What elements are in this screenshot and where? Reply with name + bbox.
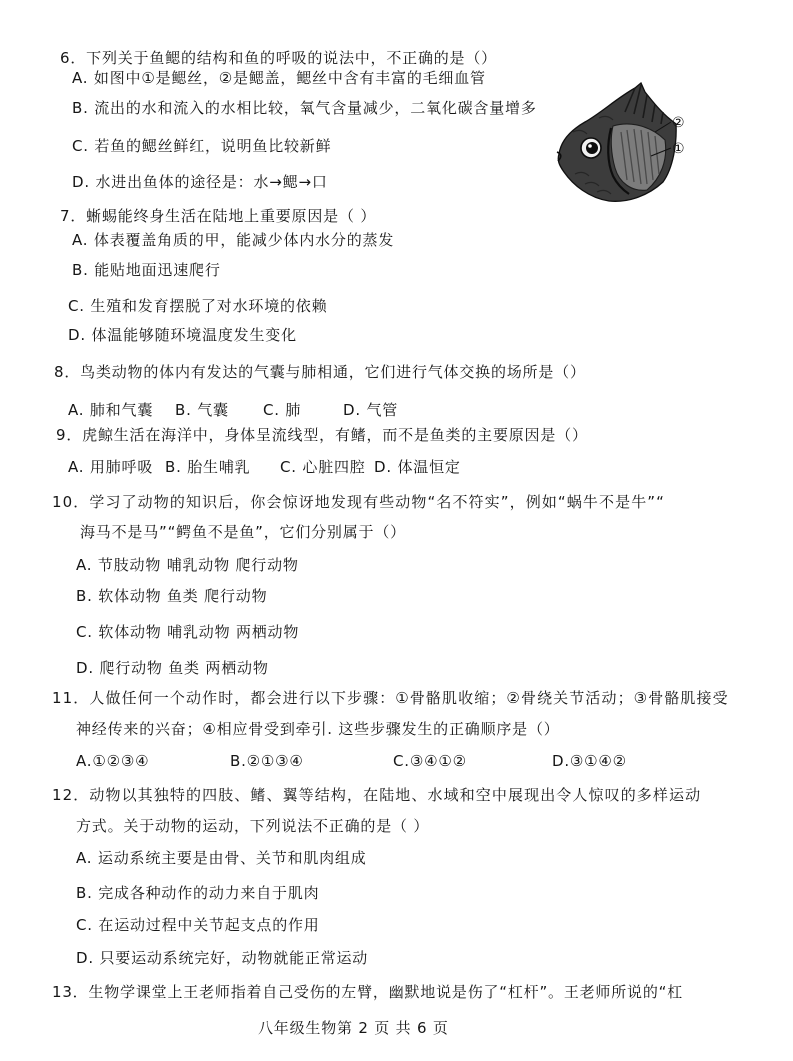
question-7-option-d: D. 体温能够随环境温度发生变化	[68, 326, 297, 344]
question-13-stem: 13．生物学课堂上王老师指着自己受伤的左臂，幽默地说是伤了“杠杆”。王老师所说的“杠	[52, 983, 684, 1001]
label-1: ①	[672, 141, 685, 157]
question-11-option-d: D.③①④②	[552, 752, 627, 770]
question-11-option-b: B.②①③④	[230, 752, 304, 770]
question-6-option-c: C. 若鱼的鳃丝鲜红，说明鱼比较新鲜	[72, 137, 332, 155]
question-8-option-d: D. 气管	[343, 401, 399, 419]
question-9-option-d: D. 体温恒定	[374, 458, 461, 476]
question-12-option-d: D. 只要运动系统完好，动物就能正常运动	[76, 949, 369, 967]
question-12-option-c: C. 在运动过程中关节起支点的作用	[76, 916, 320, 934]
question-8-option-a: A. 肺和气囊	[68, 401, 154, 419]
question-12-stem-line-2: 方式。关于动物的运动，下列说法不正确的是（ ）	[76, 817, 430, 835]
question-7-stem: 7．蜥蜴能终身生活在陆地上重要原因是（ ）	[60, 207, 377, 225]
fish-pupil	[586, 142, 598, 154]
question-10-option-a: A. 节肢动物 哺乳动物 爬行动物	[76, 556, 299, 574]
question-9-option-a: A. 用肺呼吸	[68, 458, 154, 476]
question-11-option-a: A.①②③④	[76, 752, 150, 770]
question-9-stem: 9．虎鲸生活在海洋中，身体呈流线型，有鳍，而不是鱼类的主要原因是（）	[56, 426, 588, 444]
question-7-option-a: A. 体表覆盖角质的甲，能减少体内水分的蒸发	[72, 231, 395, 249]
question-8-option-c: C. 肺	[263, 401, 302, 419]
label-2: ②	[672, 115, 685, 131]
question-7-option-b: B. 能贴地面迅速爬行	[72, 261, 221, 279]
question-6-option-a: A. 如图中①是鳃丝，②是鳃盖，鳃丝中含有丰富的毛细血管	[72, 69, 486, 87]
question-9-option-c: C. 心脏四腔	[280, 458, 366, 476]
question-12-option-b: B. 完成各种动作的动力来自于肌肉	[76, 884, 320, 902]
question-8-stem: 8．鸟类动物的体内有发达的气囊与肺相通，它们进行气体交换的场所是（）	[54, 363, 586, 381]
question-10-option-d: D. 爬行动物 鱼类 两栖动物	[76, 659, 269, 677]
eye-highlight	[588, 144, 592, 148]
question-6-stem: 6．下列关于鱼鳃的结构和鱼的呼吸的说法中，不正确的是（）	[60, 49, 497, 67]
question-10-stem-line-1: 10．学习了动物的知识后，你会惊讶地发现有些动物“名不符实”，例如“蜗牛不是牛”“	[52, 493, 666, 511]
question-11-stem-line-1: 11．人做任何一个动作时，都会进行以下步骤：①骨骼肌收缩；②骨绕关节活动；③骨骼肌接受	[52, 689, 729, 707]
question-9-option-b: B. 胎生哺乳	[165, 458, 251, 476]
question-6-option-d: D. 水进出鱼体的途径是：水→鳃→口	[72, 173, 328, 191]
question-10-option-c: C. 软体动物 哺乳动物 两栖动物	[76, 623, 300, 641]
question-11-option-c: C.③④①②	[393, 752, 467, 770]
question-10-stem-line-2: 海马不是马”“鳄鱼不是鱼”，它们分别属于（）	[80, 523, 406, 541]
page-footer: 八年级生物第 2 页 共 6 页	[258, 1019, 449, 1037]
question-10-option-b: B. 软体动物 鱼类 爬行动物	[76, 587, 268, 605]
question-12-stem-line-1: 12．动物以其独特的四肢、鳍、翼等结构，在陆地、水域和空中展现出令人惊叹的多样运动	[52, 786, 702, 804]
question-11-stem-line-2: 神经传来的兴奋；④相应骨受到牵引. 这些步骤发生的正确顺序是（）	[76, 720, 560, 738]
question-7-option-c: C. 生殖和发育摆脱了对水环境的依赖	[68, 297, 328, 315]
fish-figure	[555, 82, 695, 206]
question-6-option-b: B. 流出的水和流入的水相比较，氧气含量减少，二氧化碳含量增多	[72, 99, 537, 117]
question-12-option-a: A. 运动系统主要是由骨、关节和肌肉组成	[76, 849, 367, 867]
question-8-option-b: B. 气囊	[175, 401, 229, 419]
